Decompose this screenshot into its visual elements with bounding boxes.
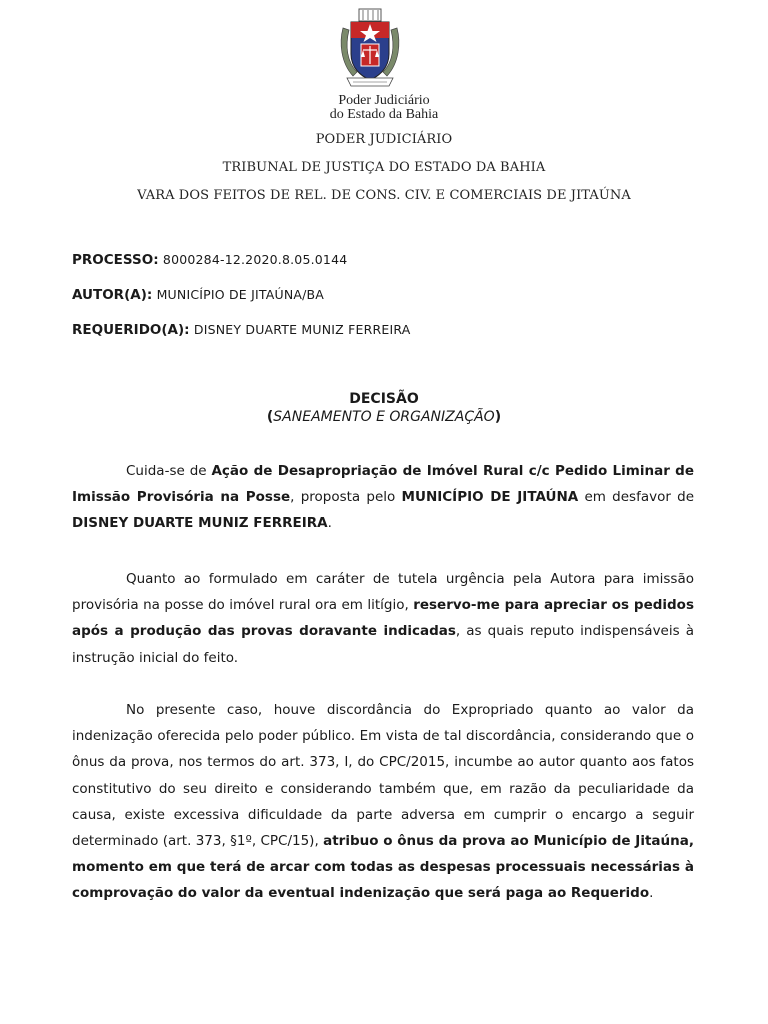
paragraph-3: No presente caso, houve discordância do Expropriado quanto ao valor da indenização oferecida pelo poder público. Em vista de tal discordância, considerando que o ônus da prova, nos termos do art. 373, I, do CPC/2015, incumbe ao autor quanto aos fatos constitutivo do seu direito e considerando também que, em razão da peculiaridade da causa, existe excessiva dificuldade da parte adversa em cumprir o encargo a seguir determinado (art. 373, §1º, CPC/15), atribuo o ônus da prova ao Município de Jitaúna, momento em que terá de arcar com todas as despesas processuais necessárias à comprovação do valor da eventual indenização que será paga ao Requerido.	[72, 702, 694, 902]
header-line-3: VARA DOS FEITOS DE REL. DE CONS. CIV. E COMERCIAIS DE JITAÚNA	[137, 188, 631, 203]
paragraph-1: Cuida-se de Ação de Desapropriação de Imóvel Rural c/c Pedido Liminar de Imissão Provisória na Posse, proposta pelo MUNICÍPIO DE JITAÚNA em desfavor de DISNEY DUARTE MUNIZ FERREIRA.	[72, 463, 694, 532]
field-autor	[72, 287, 324, 303]
header-line-1: PODER JUDICIÁRIO	[315, 132, 453, 147]
decision-title: DECISÃO	[349, 391, 419, 407]
header-line-2: TRIBUNAL DE JUSTIÇA DO ESTADO DA BAHIA	[222, 160, 546, 175]
logo-caption-line2: do Estado da Bahia	[329, 107, 439, 122]
decision-subtitle: (SANEAMENTO E ORGANIZAÇÃO)	[266, 409, 502, 425]
paragraph-2: Quanto ao formulado em caráter de tutela urgência pela Autora para imissão provisória na posse do imóvel rural ora em litígio, reservo-me para apreciar os pedidos após a produção das provas doravante indicadas, as quais reputo indispensáveis à instrução inicial do feito.	[72, 571, 694, 666]
processo-value: 8000284-12.2020.8.05.0144	[162, 252, 348, 267]
requerido-value: DISNEY DUARTE MUNIZ FERREIRA	[193, 322, 411, 337]
decision-subtitle-text: SANEAMENTO E ORGANIZAÇÃO	[273, 409, 495, 425]
logo-caption-line1: Poder Judiciário	[338, 93, 430, 108]
autor-value: MUNICÍPIO DE JITAÚNA/BA	[156, 287, 325, 302]
requerido-label: REQUERIDO(A):	[72, 322, 190, 338]
logo-caption	[300, 94, 468, 122]
field-requerido	[72, 322, 410, 338]
processo-label: PROCESSO:	[72, 252, 159, 268]
field-processo	[72, 252, 347, 268]
autor-label: AUTOR(A):	[72, 287, 153, 303]
bahia-coat-of-arms-icon	[339, 8, 401, 92]
